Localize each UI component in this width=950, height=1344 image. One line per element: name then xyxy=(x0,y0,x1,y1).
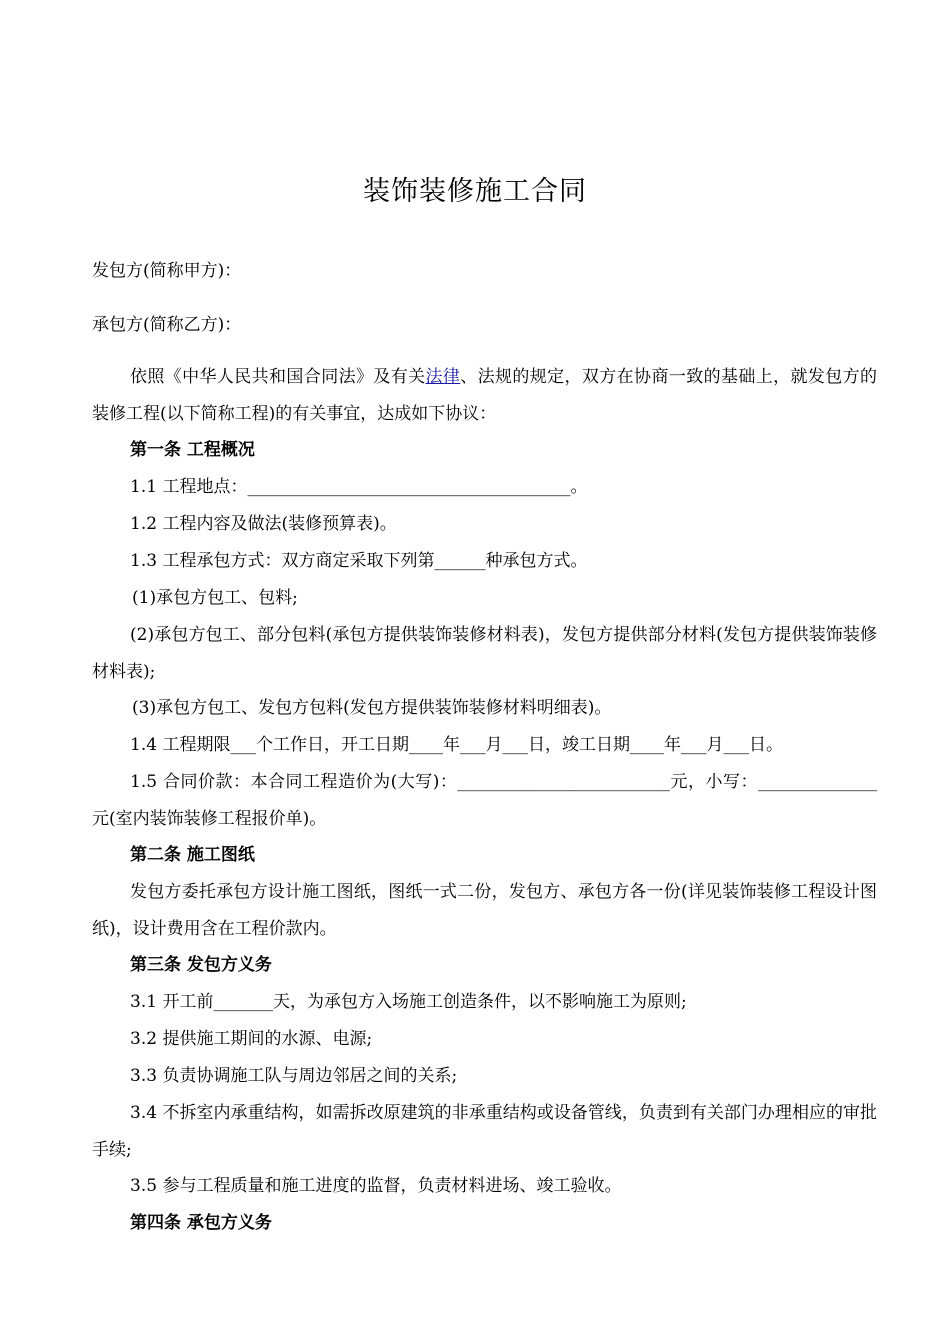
option-2: (2)承包方包工、部分包料(承包方提供装饰装修材料表)，发包方提供部分材料(发包方提供装饰装修材料表); xyxy=(92,625,877,682)
article-1-heading: 第一条 工程概况 xyxy=(130,440,255,460)
item-3-2: 3.2 提供施工期间的水源、电源; xyxy=(130,1029,373,1049)
item-1-5: 1.5 合同价款：本合同工程造价为(大写)：_________________________元，小写：______________元(室内装饰装修工程报价单)。 xyxy=(92,772,877,829)
article-3-heading: 第三条 发包方义务 xyxy=(130,955,272,975)
option-3: (3)承包方包工、发包方包料(发包方提供装饰装修材料明细表)。 xyxy=(132,698,612,718)
item-1-2: 1.2 工程内容及做法(装修预算表)。 xyxy=(130,514,397,534)
document-title: 装饰装修施工合同 xyxy=(363,176,587,207)
intro-text-start: 依照《中华人民共和国合同法》及有关 xyxy=(130,367,426,387)
item-3-3: 3.3 负责协调施工队与周边邻居之间的关系; xyxy=(130,1066,458,1086)
article-4-heading: 第四条 承包方义务 xyxy=(130,1213,272,1233)
party-a-label: 发包方(简称甲方)： xyxy=(92,261,242,281)
law-link[interactable]: 法律 xyxy=(425,367,461,387)
party-b-label: 承包方(简称乙方)： xyxy=(92,315,242,335)
item-1-4: 1.4 工程期限___个工作日，开工日期____年___月___日，竣工日期____年___月___日。 xyxy=(130,735,783,755)
option-1: (1)承包方包工、包料; xyxy=(132,588,298,608)
intro-text-end: 、法规的规定，双方在协商一致的基础上，就发包方的装修工程(以下简称工程)的有关事宜，达成如下协议： xyxy=(92,367,878,424)
item-3-5: 3.5 参与工程质量和施工进度的监督，负责材料进场、竣工验收。 xyxy=(130,1176,622,1196)
item-1-1: 1.1 工程地点：______________________________________。 xyxy=(130,477,588,497)
item-3-1: 3.1 开工前_______天，为承包方入场施工创造条件，以不影响施工为原则; xyxy=(130,992,687,1012)
intro-paragraph xyxy=(92,359,877,433)
item-1-3: 1.3 工程承包方式：双方商定采取下列第______种承包方式。 xyxy=(130,551,588,571)
article-2-body: 发包方委托承包方设计施工图纸，图纸一式二份，发包方、承包方各一份(详见装饰装修工程设计图纸)，设计费用含在工程价款内。 xyxy=(92,882,877,939)
item-3-4: 3.4 不拆室内承重结构，如需拆改原建筑的非承重结构或设备管线，负责到有关部门办理相应的审批手续; xyxy=(92,1103,877,1160)
article-2-heading: 第二条 施工图纸 xyxy=(130,845,255,865)
